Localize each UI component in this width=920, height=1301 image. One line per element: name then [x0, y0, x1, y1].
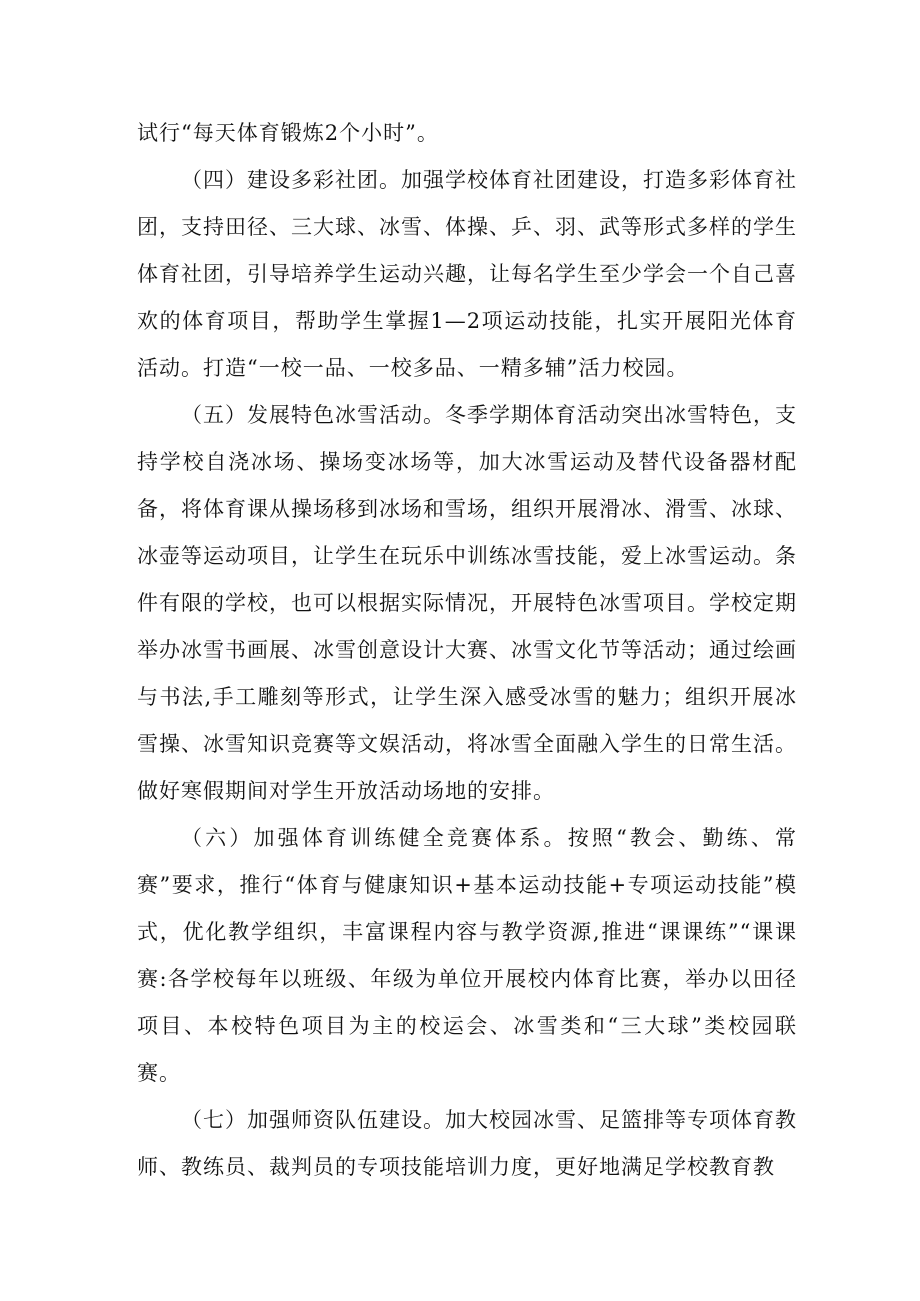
- document-body: [137, 110, 797, 1191]
- paragraph-section-5: （五）发展特色冰雪活动。冬季学期体育活动突出冰雪特色，支持学校自浇冰场、操场变冰场等，加大冰雪运动及替代设备器材配备，将体育课从操场移到冰场和雪场，组织开展滑冰、滑雪、冰球、冰壶等运动项目，让学生在玩乐中训练冰雪技能，爱上冰雪运动。条件有限的学校，也可以根据实际情况，开展特色冰雪项目。学校定期举办冰雪书画展、冰雪创意设计大赛、冰雪文化节等活动；通过绘画与书法,手工雕刻等形式，让学生深入感受冰雪的魅力；组织开展冰雪操、冰雪知识竞赛等文娱活动，将冰雪全面融入学生的日常生活。做好寒假期间对学生开放活动场地的安排。: [137, 403, 797, 803]
- paragraph-section-6: （六）加强体育训练健全竞赛体系。按照“教会、勤练、常赛”要求，推行“体育与健康知识+基本运动技能+专项运动技能”模式，优化教学组织，丰富课程内容与教学资源,推进“课课练”“课课赛:各学校每年以班级、年级为单位开展校内体育比赛，举办以田径项目、本校特色项目为主的校运会、冰雪类和“三大球”类校园联赛。: [137, 826, 797, 1085]
- paragraph-continuation: 试行“每天体育锻炼2个小时”。: [137, 121, 439, 145]
- paragraph-section-4: （四）建设多彩社团。加强学校体育社团建设，打造多彩体育社团，支持田径、三大球、冰雪、体操、乒、羽、武等形式多样的学生体育社团，引导培养学生运动兴趣，让每名学生至少学会一个自己喜欢的体育项目，帮助学生掌握1—2项运动技能，扎实开展阳光体育活动。打造“一校一品、一校多品、一精多辅”活力校园。: [137, 168, 797, 380]
- paragraph-section-7: （七）加强师资队伍建设。加大校园冰雪、足篮排等专项体育教师、教练员、裁判员的专项技能培训力度，更好地满足学校教育教: [137, 1108, 797, 1179]
